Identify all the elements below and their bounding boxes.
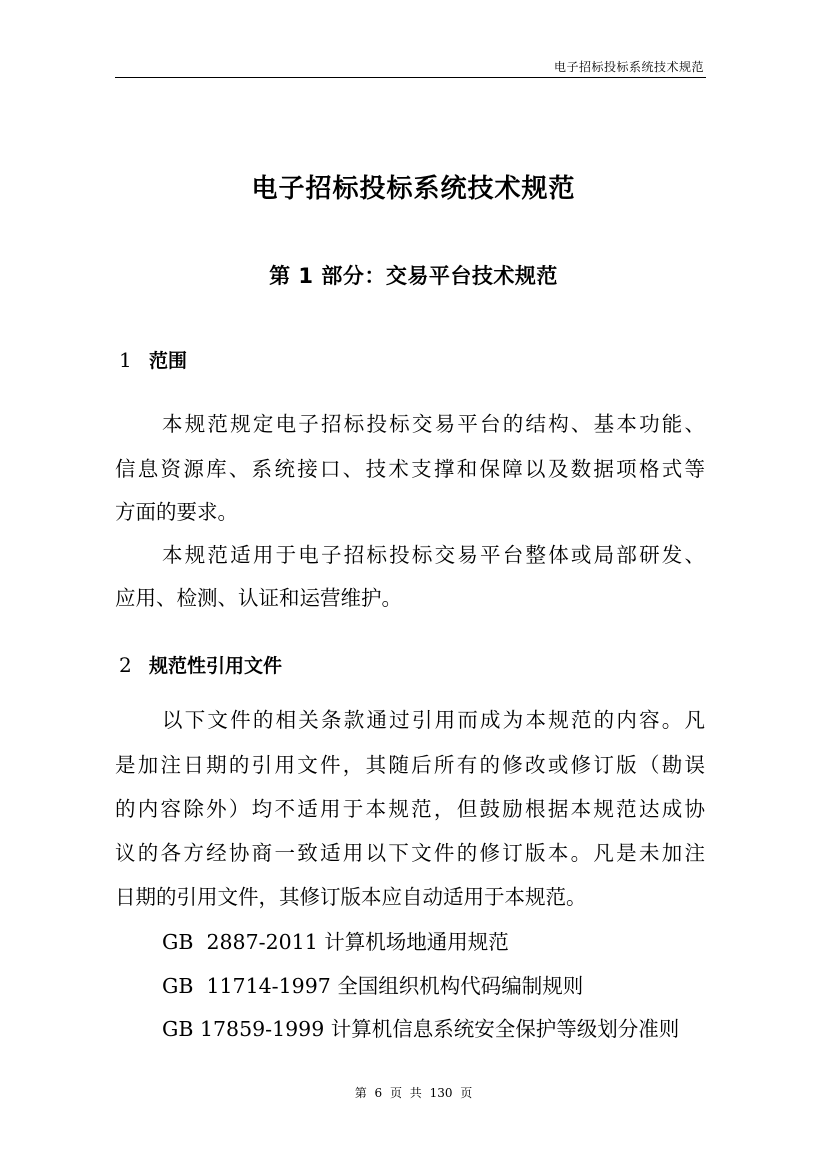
paragraph-line: 信息资源库、系统接口、技术支撑和保障以及数据项格式等 [115,457,705,481]
document-title: 电子招标投标系统技术规范 [251,174,576,204]
section-heading-normative-references [119,651,282,678]
page-header-rule [115,77,706,78]
reference-item: GB 11714-1997 全国组织机构代码编制规则 [162,974,584,998]
paragraph-line: 是加注日期的引用文件，其随后所有的修改或修订版（勘误 [115,753,705,777]
reference-item: GB 17859-1999 计算机信息系统安全保护等级划分准则 [162,1017,680,1041]
section-number: 2 [119,653,132,677]
paragraph-line: 的内容除外）均不适用于本规范，但鼓励根据本规范达成协 [115,797,705,821]
reference-item: GB 2887-2011 计算机场地通用规范 [162,930,509,954]
paragraph-line: 应用、检测、认证和运营维护。 [115,586,402,610]
section-title: 规范性引用文件 [149,655,283,677]
paragraph-line: 方面的要求。 [115,500,238,524]
paragraph-line: 以下文件的相关条款通过引用而成为本规范的内容。凡 [162,708,705,732]
page-header-text: 电子招标投标系统技术规范 [553,60,704,74]
section-title: 范围 [149,350,188,372]
paragraph-line: 议的各方经协商一致适用以下文件的修订版本。凡是未加注 [115,841,705,865]
section-heading-scope [119,346,187,373]
paragraph-line: 日期的引用文件，其修订版本应自动适用于本规范。 [115,885,587,909]
section-number: 1 [119,348,132,372]
paragraph-line: 本规范适用于电子招标投标交易平台整体或局部研发、 [162,543,705,567]
document-subtitle: 第 1 部分：交易平台技术规范 [269,264,558,288]
page-footer: 第 6 页 共 130 页 [354,1086,473,1100]
paragraph-line: 本规范规定电子招标投标交易平台的结构、基本功能、 [162,412,705,436]
